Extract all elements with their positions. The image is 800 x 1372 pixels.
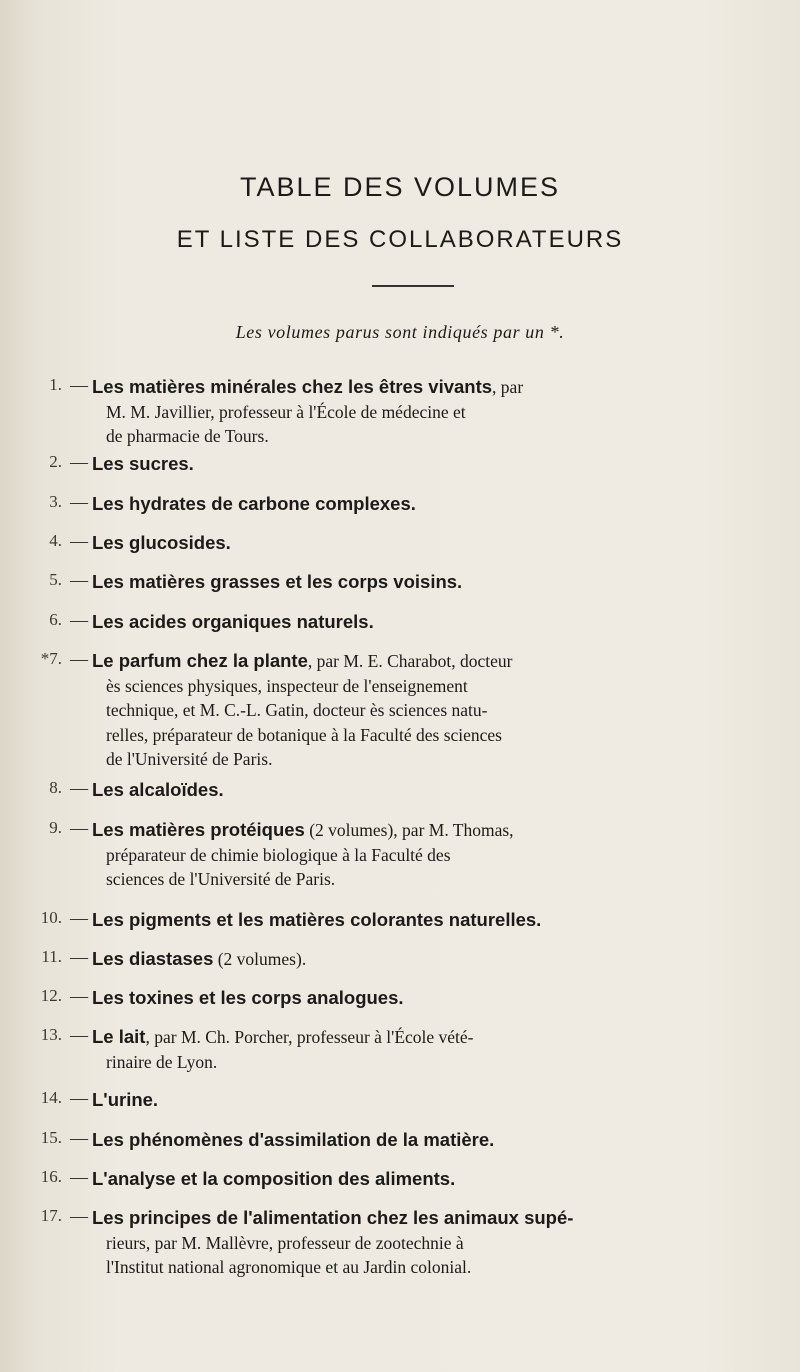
- volume-title: Les matières grasses et les corps voisins.: [92, 571, 463, 592]
- page-title: TABLE DES VOLUMES: [239, 172, 561, 202]
- volume-number: 1.: [49, 375, 62, 394]
- volume-number: 12.: [40, 986, 62, 1005]
- em-dash: —: [70, 818, 88, 838]
- volume-author-line: l'Institut national agronomique et au Jardin colonial.: [106, 1257, 472, 1277]
- volume-author-line: sciences de l'Université de Paris.: [106, 869, 336, 889]
- volume-number: 5.: [49, 570, 62, 589]
- volume-number: 2.: [49, 452, 62, 471]
- volume-author-line: M. M. Javillier, professeur à l'École de médecine et: [106, 401, 466, 422]
- volume-text: [92, 778, 716, 803]
- em-dash: —: [70, 570, 88, 590]
- volume-title: Les toxines et les corps analogues.: [92, 987, 404, 1008]
- volume-number: 16.: [40, 1167, 62, 1186]
- volume-text: [92, 610, 716, 635]
- em-dash: —: [70, 1128, 88, 1148]
- volume-author: , par M. E. Charabot, docteur: [307, 651, 513, 671]
- volume-number: 17.: [40, 1206, 62, 1225]
- title-divider: [372, 285, 454, 287]
- volume-text: [92, 818, 716, 892]
- volume-author-line: de pharmacie de Tours.: [106, 426, 269, 446]
- volume-author: , par: [492, 377, 524, 397]
- volume-text: [92, 1167, 716, 1192]
- em-dash: —: [70, 1206, 88, 1226]
- volume-author-line: technique, et M. C.-L. Gatin, docteur ès sciences natu-: [106, 700, 488, 720]
- em-dash: —: [70, 452, 88, 472]
- volume-text: [92, 1206, 716, 1280]
- volume-text: [92, 1025, 716, 1074]
- volume-text: [92, 1128, 716, 1153]
- volume-text: [92, 531, 716, 556]
- volume-number: *7.: [40, 649, 62, 668]
- volume-number: 11.: [41, 947, 62, 966]
- volume-text: [92, 452, 716, 477]
- em-dash: —: [70, 492, 88, 512]
- volume-author-line: de l'Université de Paris.: [106, 749, 273, 769]
- volume-title: Les acides organiques naturels.: [92, 611, 374, 632]
- volume-author-line: rinaire de Lyon.: [106, 1051, 218, 1072]
- volume-title: Le parfum chez la plante: [92, 650, 308, 671]
- volume-author-line: rieurs, par M. Mallèvre, professeur de zootechnie à: [106, 1232, 464, 1253]
- volume-text: [92, 570, 716, 595]
- em-dash: —: [70, 1088, 88, 1108]
- volume-text: [92, 908, 716, 933]
- volume-author-line: relles, préparateur de botanique à la Faculté des sciences: [106, 724, 502, 745]
- em-dash: —: [70, 1167, 88, 1187]
- volume-author-line: ès sciences physiques, inspecteur de l'enseignement: [106, 675, 468, 696]
- volume-text: [92, 1088, 716, 1113]
- volume-author: , par M. Ch. Porcher, professeur à l'École vété-: [145, 1027, 474, 1047]
- em-dash: —: [70, 375, 88, 395]
- volume-text: [92, 492, 716, 517]
- em-dash: —: [70, 947, 88, 967]
- volume-number: 8.: [49, 778, 62, 797]
- volume-title: L'analyse et la composition des aliments.: [92, 1168, 456, 1189]
- volume-number: 4.: [49, 531, 62, 550]
- page-subtitle: ET LISTE DES COLLABORATEURS: [176, 226, 624, 253]
- em-dash: —: [70, 1025, 88, 1045]
- volume-title: Les phénomènes d'assimilation de la matière.: [92, 1129, 495, 1150]
- volume-text: [92, 649, 716, 772]
- volume-title: Les pigments et les matières colorantes naturelles.: [92, 909, 542, 930]
- volume-number: 6.: [49, 610, 62, 629]
- volume-title: Les matières protéiques: [92, 819, 305, 840]
- volume-author: (2 volumes).: [213, 949, 307, 969]
- volume-title: Les hydrates de carbone complexes.: [92, 493, 416, 514]
- volume-text: [92, 375, 716, 449]
- volume-title: Le lait: [92, 1026, 146, 1047]
- volume-number: 10.: [40, 908, 62, 927]
- volume-number: 13.: [40, 1025, 62, 1044]
- volume-author-line: préparateur de chimie biologique à la Faculté des: [106, 844, 451, 865]
- em-dash: —: [70, 610, 88, 630]
- volume-title: Les sucres.: [92, 453, 194, 474]
- volume-title: L'urine.: [92, 1089, 159, 1110]
- volume-author: (2 volumes), par M. Thomas,: [304, 820, 514, 840]
- volume-number: 9.: [49, 818, 62, 837]
- volume-title: Les diastases: [92, 948, 214, 969]
- em-dash: —: [70, 649, 88, 669]
- volume-title: Les glucosides.: [92, 532, 231, 553]
- volume-number: 14.: [40, 1088, 62, 1107]
- volume-title: Les principes de l'alimentation chez les animaux supé-: [92, 1207, 574, 1228]
- legend-note: Les volumes parus sont indiqués par un *.: [235, 322, 565, 342]
- volume-title: Les matières minérales chez les êtres vivants: [92, 376, 493, 397]
- volume-title: Les alcaloïdes.: [92, 779, 224, 800]
- volume-number: 15.: [40, 1128, 62, 1147]
- em-dash: —: [70, 908, 88, 928]
- volume-text: [92, 947, 716, 972]
- volume-text: [92, 986, 716, 1011]
- em-dash: —: [70, 986, 88, 1006]
- volume-number: 3.: [49, 492, 62, 511]
- em-dash: —: [70, 531, 88, 551]
- em-dash: —: [70, 778, 88, 798]
